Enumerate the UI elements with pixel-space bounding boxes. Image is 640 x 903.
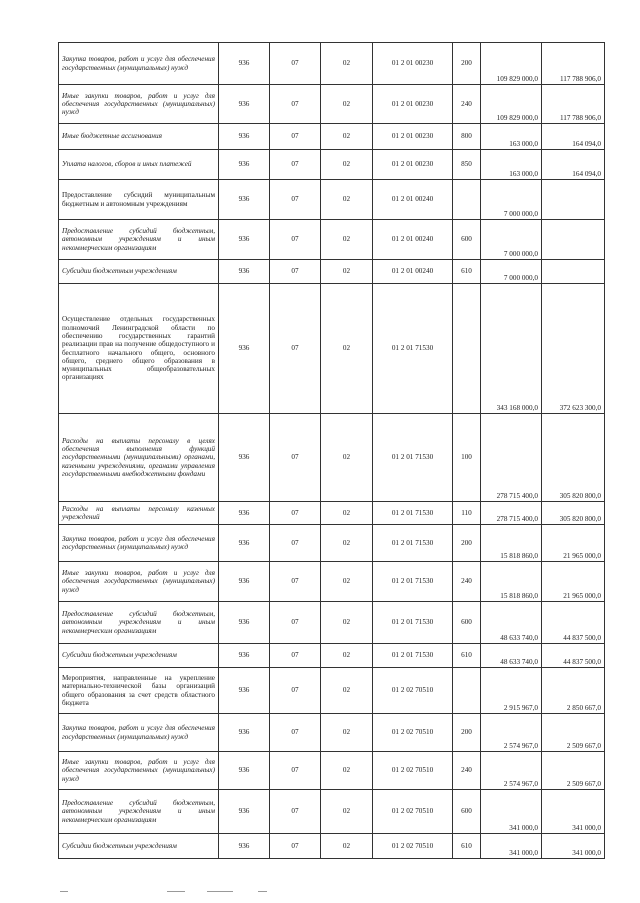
table-row bbox=[59, 180, 605, 220]
amount-year-2: 44 837 500,0 bbox=[542, 602, 605, 644]
amount-year-2: 2 509 667,0 bbox=[542, 714, 605, 752]
amount-year-1: 7 000 000,0 bbox=[481, 260, 542, 284]
amount-year-1: 48 633 740,0 bbox=[481, 602, 542, 644]
amount-year-2: 21 965 000,0 bbox=[542, 562, 605, 602]
row-name: Закупка товаров, работ и услуг для обеспечения государственных (муниципальных) нужд bbox=[59, 43, 219, 85]
section-code: 07 bbox=[270, 668, 321, 714]
ved-code: 936 bbox=[219, 668, 270, 714]
section-code: 07 bbox=[270, 414, 321, 502]
section-code: 07 bbox=[270, 124, 321, 150]
subsection-code: 02 bbox=[321, 414, 373, 502]
expense-type-code: 800 bbox=[453, 124, 481, 150]
ved-code: 936 bbox=[219, 260, 270, 284]
amount-year-1: 341 000,0 bbox=[481, 834, 542, 859]
amount-year-1: 278 715 400,0 bbox=[481, 414, 542, 502]
target-article-code: 01 2 01 00240 bbox=[373, 220, 453, 260]
row-name: Расходы на выплаты персоналу казенных учреждений bbox=[59, 502, 219, 525]
ved-code: 936 bbox=[219, 502, 270, 525]
subsection-code: 02 bbox=[321, 150, 373, 180]
ved-code: 936 bbox=[219, 124, 270, 150]
section-code: 07 bbox=[270, 85, 321, 124]
table-row bbox=[59, 124, 605, 150]
ved-code: 936 bbox=[219, 180, 270, 220]
ved-code: 936 bbox=[219, 525, 270, 562]
amount-year-1: 15 818 860,0 bbox=[481, 562, 542, 602]
footer-mark bbox=[60, 891, 68, 892]
subsection-code: 02 bbox=[321, 525, 373, 562]
target-article-code: 01 2 01 71530 bbox=[373, 414, 453, 502]
amount-year-1: 163 000,0 bbox=[481, 124, 542, 150]
ved-code: 936 bbox=[219, 85, 270, 124]
amount-year-1: 109 829 000,0 bbox=[481, 85, 542, 124]
target-article-code: 01 2 01 71530 bbox=[373, 525, 453, 562]
subsection-code: 02 bbox=[321, 124, 373, 150]
subsection-code: 02 bbox=[321, 644, 373, 668]
amount-year-1: 343 168 000,0 bbox=[481, 284, 542, 414]
amount-year-2 bbox=[542, 260, 605, 284]
subsection-code: 02 bbox=[321, 668, 373, 714]
amount-year-1: 15 818 860,0 bbox=[481, 525, 542, 562]
subsection-code: 02 bbox=[321, 284, 373, 414]
footer-mark bbox=[207, 891, 233, 892]
ved-code: 936 bbox=[219, 562, 270, 602]
amount-year-2: 2 850 667,0 bbox=[542, 668, 605, 714]
row-name: Мероприятия, направленные на укрепление материально-технической базы организаций общего образования за счет средств областного бюджета bbox=[59, 668, 219, 714]
ved-code: 936 bbox=[219, 284, 270, 414]
section-code: 07 bbox=[270, 260, 321, 284]
subsection-code: 02 bbox=[321, 834, 373, 859]
table-row bbox=[59, 714, 605, 752]
amount-year-2: 21 965 000,0 bbox=[542, 525, 605, 562]
section-code: 07 bbox=[270, 834, 321, 859]
subsection-code: 02 bbox=[321, 85, 373, 124]
table-row bbox=[59, 284, 605, 414]
table-row bbox=[59, 562, 605, 602]
section-code: 07 bbox=[270, 752, 321, 790]
target-article-code: 01 2 02 70510 bbox=[373, 668, 453, 714]
amount-year-1: 109 829 000,0 bbox=[481, 43, 542, 85]
target-article-code: 01 2 01 71530 bbox=[373, 602, 453, 644]
amount-year-1: 2 915 967,0 bbox=[481, 668, 542, 714]
expense-type-code: 850 bbox=[453, 150, 481, 180]
amount-year-1: 278 715 400,0 bbox=[481, 502, 542, 525]
row-name: Предоставление субсидий муниципальным бюджетным и автономным учреждениям bbox=[59, 180, 219, 220]
target-article-code: 01 2 01 00240 bbox=[373, 180, 453, 220]
ved-code: 936 bbox=[219, 43, 270, 85]
subsection-code: 02 bbox=[321, 790, 373, 834]
subsection-code: 02 bbox=[321, 562, 373, 602]
table-row bbox=[59, 752, 605, 790]
amount-year-1: 2 574 967,0 bbox=[481, 714, 542, 752]
table-row bbox=[59, 43, 605, 85]
expense-type-code: 240 bbox=[453, 562, 481, 602]
ved-code: 936 bbox=[219, 602, 270, 644]
table-row bbox=[59, 790, 605, 834]
amount-year-2 bbox=[542, 180, 605, 220]
amount-year-2: 372 623 300,0 bbox=[542, 284, 605, 414]
table-row bbox=[59, 602, 605, 644]
expense-type-code: 600 bbox=[453, 220, 481, 260]
amount-year-2: 117 788 906,0 bbox=[542, 43, 605, 85]
expense-type-code: 100 bbox=[453, 414, 481, 502]
section-code: 07 bbox=[270, 562, 321, 602]
table-row bbox=[59, 834, 605, 859]
row-name: Субсидии бюджетным учреждениям bbox=[59, 834, 219, 859]
subsection-code: 02 bbox=[321, 602, 373, 644]
row-name: Закупка товаров, работ и услуг для обеспечения государственных (муниципальных) нужд bbox=[59, 525, 219, 562]
table-row bbox=[59, 525, 605, 562]
amount-year-2 bbox=[542, 220, 605, 260]
section-code: 07 bbox=[270, 180, 321, 220]
target-article-code: 01 2 01 71530 bbox=[373, 284, 453, 414]
row-name: Иные закупки товаров, работ и услуг для обеспечения государственных (муниципальных) нужд bbox=[59, 85, 219, 124]
section-code: 07 bbox=[270, 790, 321, 834]
target-article-code: 01 2 01 00230 bbox=[373, 124, 453, 150]
table-row bbox=[59, 150, 605, 180]
target-article-code: 01 2 02 70510 bbox=[373, 714, 453, 752]
row-name: Предоставление субсидий бюджетным, автономным учреждениям и иным некоммерческим организациям bbox=[59, 220, 219, 260]
row-name: Уплата налогов, сборов и иных платежей bbox=[59, 150, 219, 180]
ved-code: 936 bbox=[219, 644, 270, 668]
table-row bbox=[59, 260, 605, 284]
expense-type-code: 610 bbox=[453, 834, 481, 859]
amount-year-1: 48 633 740,0 bbox=[481, 644, 542, 668]
footer-mark bbox=[258, 891, 267, 892]
amount-year-2: 341 000,0 bbox=[542, 834, 605, 859]
section-code: 07 bbox=[270, 220, 321, 260]
target-article-code: 01 2 01 00230 bbox=[373, 43, 453, 85]
target-article-code: 01 2 01 00230 bbox=[373, 85, 453, 124]
row-name: Предоставление субсидий бюджетным, автономным учреждениям и иным некоммерческим организациям bbox=[59, 790, 219, 834]
target-article-code: 01 2 01 00240 bbox=[373, 260, 453, 284]
footer-mark bbox=[167, 891, 185, 892]
subsection-code: 02 bbox=[321, 180, 373, 220]
subsection-code: 02 bbox=[321, 220, 373, 260]
row-name: Субсидии бюджетным учреждениям bbox=[59, 260, 219, 284]
ved-code: 936 bbox=[219, 790, 270, 834]
section-code: 07 bbox=[270, 714, 321, 752]
ved-code: 936 bbox=[219, 150, 270, 180]
target-article-code: 01 2 02 70510 bbox=[373, 834, 453, 859]
target-article-code: 01 2 01 00230 bbox=[373, 150, 453, 180]
expense-type-code: 610 bbox=[453, 260, 481, 284]
row-name: Иные закупки товаров, работ и услуг для обеспечения государственных (муниципальных) нужд bbox=[59, 752, 219, 790]
row-name: Закупка товаров, работ и услуг для обеспечения государственных (муниципальных) нужд bbox=[59, 714, 219, 752]
target-article-code: 01 2 01 71530 bbox=[373, 644, 453, 668]
amount-year-1: 2 574 967,0 bbox=[481, 752, 542, 790]
expense-type-code: 600 bbox=[453, 790, 481, 834]
amount-year-2: 44 837 500,0 bbox=[542, 644, 605, 668]
target-article-code: 01 2 01 71530 bbox=[373, 562, 453, 602]
amount-year-1: 341 000,0 bbox=[481, 790, 542, 834]
row-name: Осуществление отдельных государственных полномочий Ленинградской области по обеспечению государственных гарантий реализации прав на получение общедоступного и бесплатного начального общего, основного общего, среднего общего образования в муниципальных общеобразовательных организациях bbox=[59, 284, 219, 414]
table-row bbox=[59, 668, 605, 714]
amount-year-1: 7 000 000,0 bbox=[481, 180, 542, 220]
expense-type-code bbox=[453, 284, 481, 414]
expense-type-code: 610 bbox=[453, 644, 481, 668]
expense-type-code: 110 bbox=[453, 502, 481, 525]
amount-year-2: 2 509 667,0 bbox=[542, 752, 605, 790]
amount-year-2: 341 000,0 bbox=[542, 790, 605, 834]
amount-year-1: 163 000,0 bbox=[481, 150, 542, 180]
section-code: 07 bbox=[270, 150, 321, 180]
table-row bbox=[59, 85, 605, 124]
expense-type-code bbox=[453, 668, 481, 714]
expense-type-code: 200 bbox=[453, 714, 481, 752]
expense-type-code: 200 bbox=[453, 525, 481, 562]
ved-code: 936 bbox=[219, 220, 270, 260]
row-name: Субсидии бюджетным учреждениям bbox=[59, 644, 219, 668]
subsection-code: 02 bbox=[321, 43, 373, 85]
section-code: 07 bbox=[270, 43, 321, 85]
row-name: Иные бюджетные ассигнования bbox=[59, 124, 219, 150]
row-name: Иные закупки товаров, работ и услуг для обеспечения государственных (муниципальных) нужд bbox=[59, 562, 219, 602]
section-code: 07 bbox=[270, 644, 321, 668]
subsection-code: 02 bbox=[321, 714, 373, 752]
expense-type-code: 200 bbox=[453, 43, 481, 85]
target-article-code: 01 2 02 70510 bbox=[373, 752, 453, 790]
expense-type-code bbox=[453, 180, 481, 220]
ved-code: 936 bbox=[219, 834, 270, 859]
row-name: Расходы на выплаты персоналу в целях обеспечения выполнения функций государственными (муниципальными) органами, казенными учреждениями, органами управления государственными внебюджетными фондами bbox=[59, 414, 219, 502]
amount-year-2: 164 094,0 bbox=[542, 150, 605, 180]
budget-table bbox=[58, 42, 605, 859]
subsection-code: 02 bbox=[321, 502, 373, 525]
ved-code: 936 bbox=[219, 714, 270, 752]
table-row bbox=[59, 502, 605, 525]
table-row bbox=[59, 220, 605, 260]
amount-year-1: 7 000 000,0 bbox=[481, 220, 542, 260]
expense-type-code: 240 bbox=[453, 85, 481, 124]
table-row bbox=[59, 414, 605, 502]
expense-type-code: 600 bbox=[453, 602, 481, 644]
section-code: 07 bbox=[270, 284, 321, 414]
ved-code: 936 bbox=[219, 752, 270, 790]
section-code: 07 bbox=[270, 602, 321, 644]
amount-year-2: 305 820 800,0 bbox=[542, 502, 605, 525]
subsection-code: 02 bbox=[321, 260, 373, 284]
section-code: 07 bbox=[270, 525, 321, 562]
ved-code: 936 bbox=[219, 414, 270, 502]
section-code: 07 bbox=[270, 502, 321, 525]
expense-type-code: 240 bbox=[453, 752, 481, 790]
table-row bbox=[59, 644, 605, 668]
subsection-code: 02 bbox=[321, 752, 373, 790]
amount-year-2: 117 788 906,0 bbox=[542, 85, 605, 124]
target-article-code: 01 2 01 71530 bbox=[373, 502, 453, 525]
row-name: Предоставление субсидий бюджетным, автономным учреждениям и иным некоммерческим организациям bbox=[59, 602, 219, 644]
target-article-code: 01 2 02 70510 bbox=[373, 790, 453, 834]
amount-year-2: 164 094,0 bbox=[542, 124, 605, 150]
amount-year-2: 305 820 800,0 bbox=[542, 414, 605, 502]
